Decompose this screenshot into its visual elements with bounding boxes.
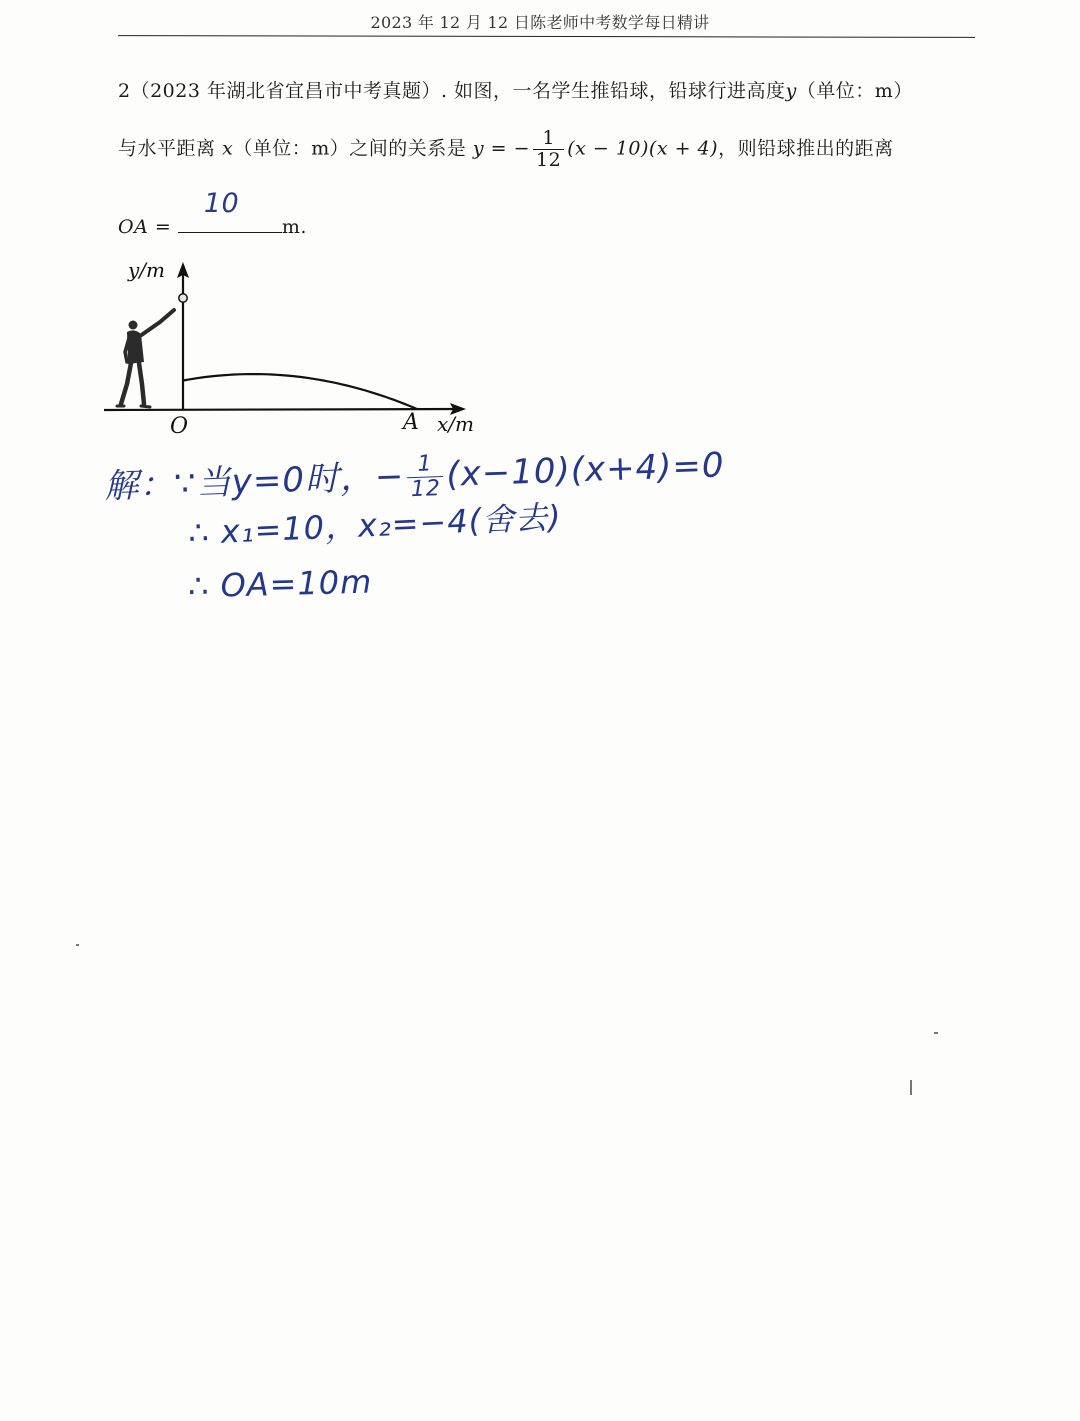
x-axis-label: x/m (437, 412, 474, 436)
solution-line-3: ∴ OA=10m (187, 562, 373, 606)
fraction-numerator: 1 (533, 128, 564, 150)
scan-speck (910, 1080, 912, 1095)
equation-lhs: y = − (472, 137, 531, 160)
scan-speck (934, 1032, 938, 1034)
x-variable: x (222, 137, 234, 160)
solution-fraction (407, 452, 445, 503)
equation-rhs: (x − 10)(x + 4) (567, 137, 719, 160)
fraction-denominator: 12 (536, 148, 562, 171)
answer-unit: m. (281, 216, 307, 238)
student-figure (117, 310, 174, 407)
header-rule (118, 35, 975, 38)
question-line-1 (118, 76, 913, 103)
equation-fraction (533, 128, 564, 171)
oa-label: OA = (118, 216, 172, 238)
point-a-label: A (403, 410, 419, 435)
trajectory-curve (183, 374, 417, 409)
scan-speck (76, 944, 79, 946)
question-unit-1: （单位：m） (796, 80, 913, 102)
question-text-2b: （单位：m）之间的关系是 (233, 137, 467, 160)
question-text-2a: 与水平距离 (118, 137, 216, 160)
question-line-2 (118, 128, 894, 171)
handwritten-answer: 10 (203, 188, 240, 219)
question-text-1: 2（2023 年湖北省宜昌市中考真题）. 如图，一名学生推铅球，铅球行进高度 (118, 80, 786, 102)
page-header: 2023 年 12 月 12 日陈老师中考数学每日精讲 (370, 13, 710, 32)
solution-text-1: 解：∵当y=0时，− (103, 456, 406, 507)
solution-fraction-num: 1 (407, 452, 444, 478)
solution-fraction-den: 12 (410, 476, 442, 503)
solution-text-1-rest: (x−10)(x+4)=0 (445, 445, 726, 495)
solution-line-2: ∴ x₁=10，x₂=−4(舍去) (187, 497, 563, 553)
y-axis-label: y/m (128, 258, 166, 282)
question-line-3 (118, 188, 307, 238)
origin-label: O (170, 414, 189, 439)
answer-blank[interactable] (178, 188, 282, 233)
shot-put-figure (100, 252, 500, 442)
shot-ball (179, 294, 187, 302)
y-variable: y (785, 80, 797, 102)
question-text-2c: ，则铅球推出的距离 (718, 137, 894, 160)
